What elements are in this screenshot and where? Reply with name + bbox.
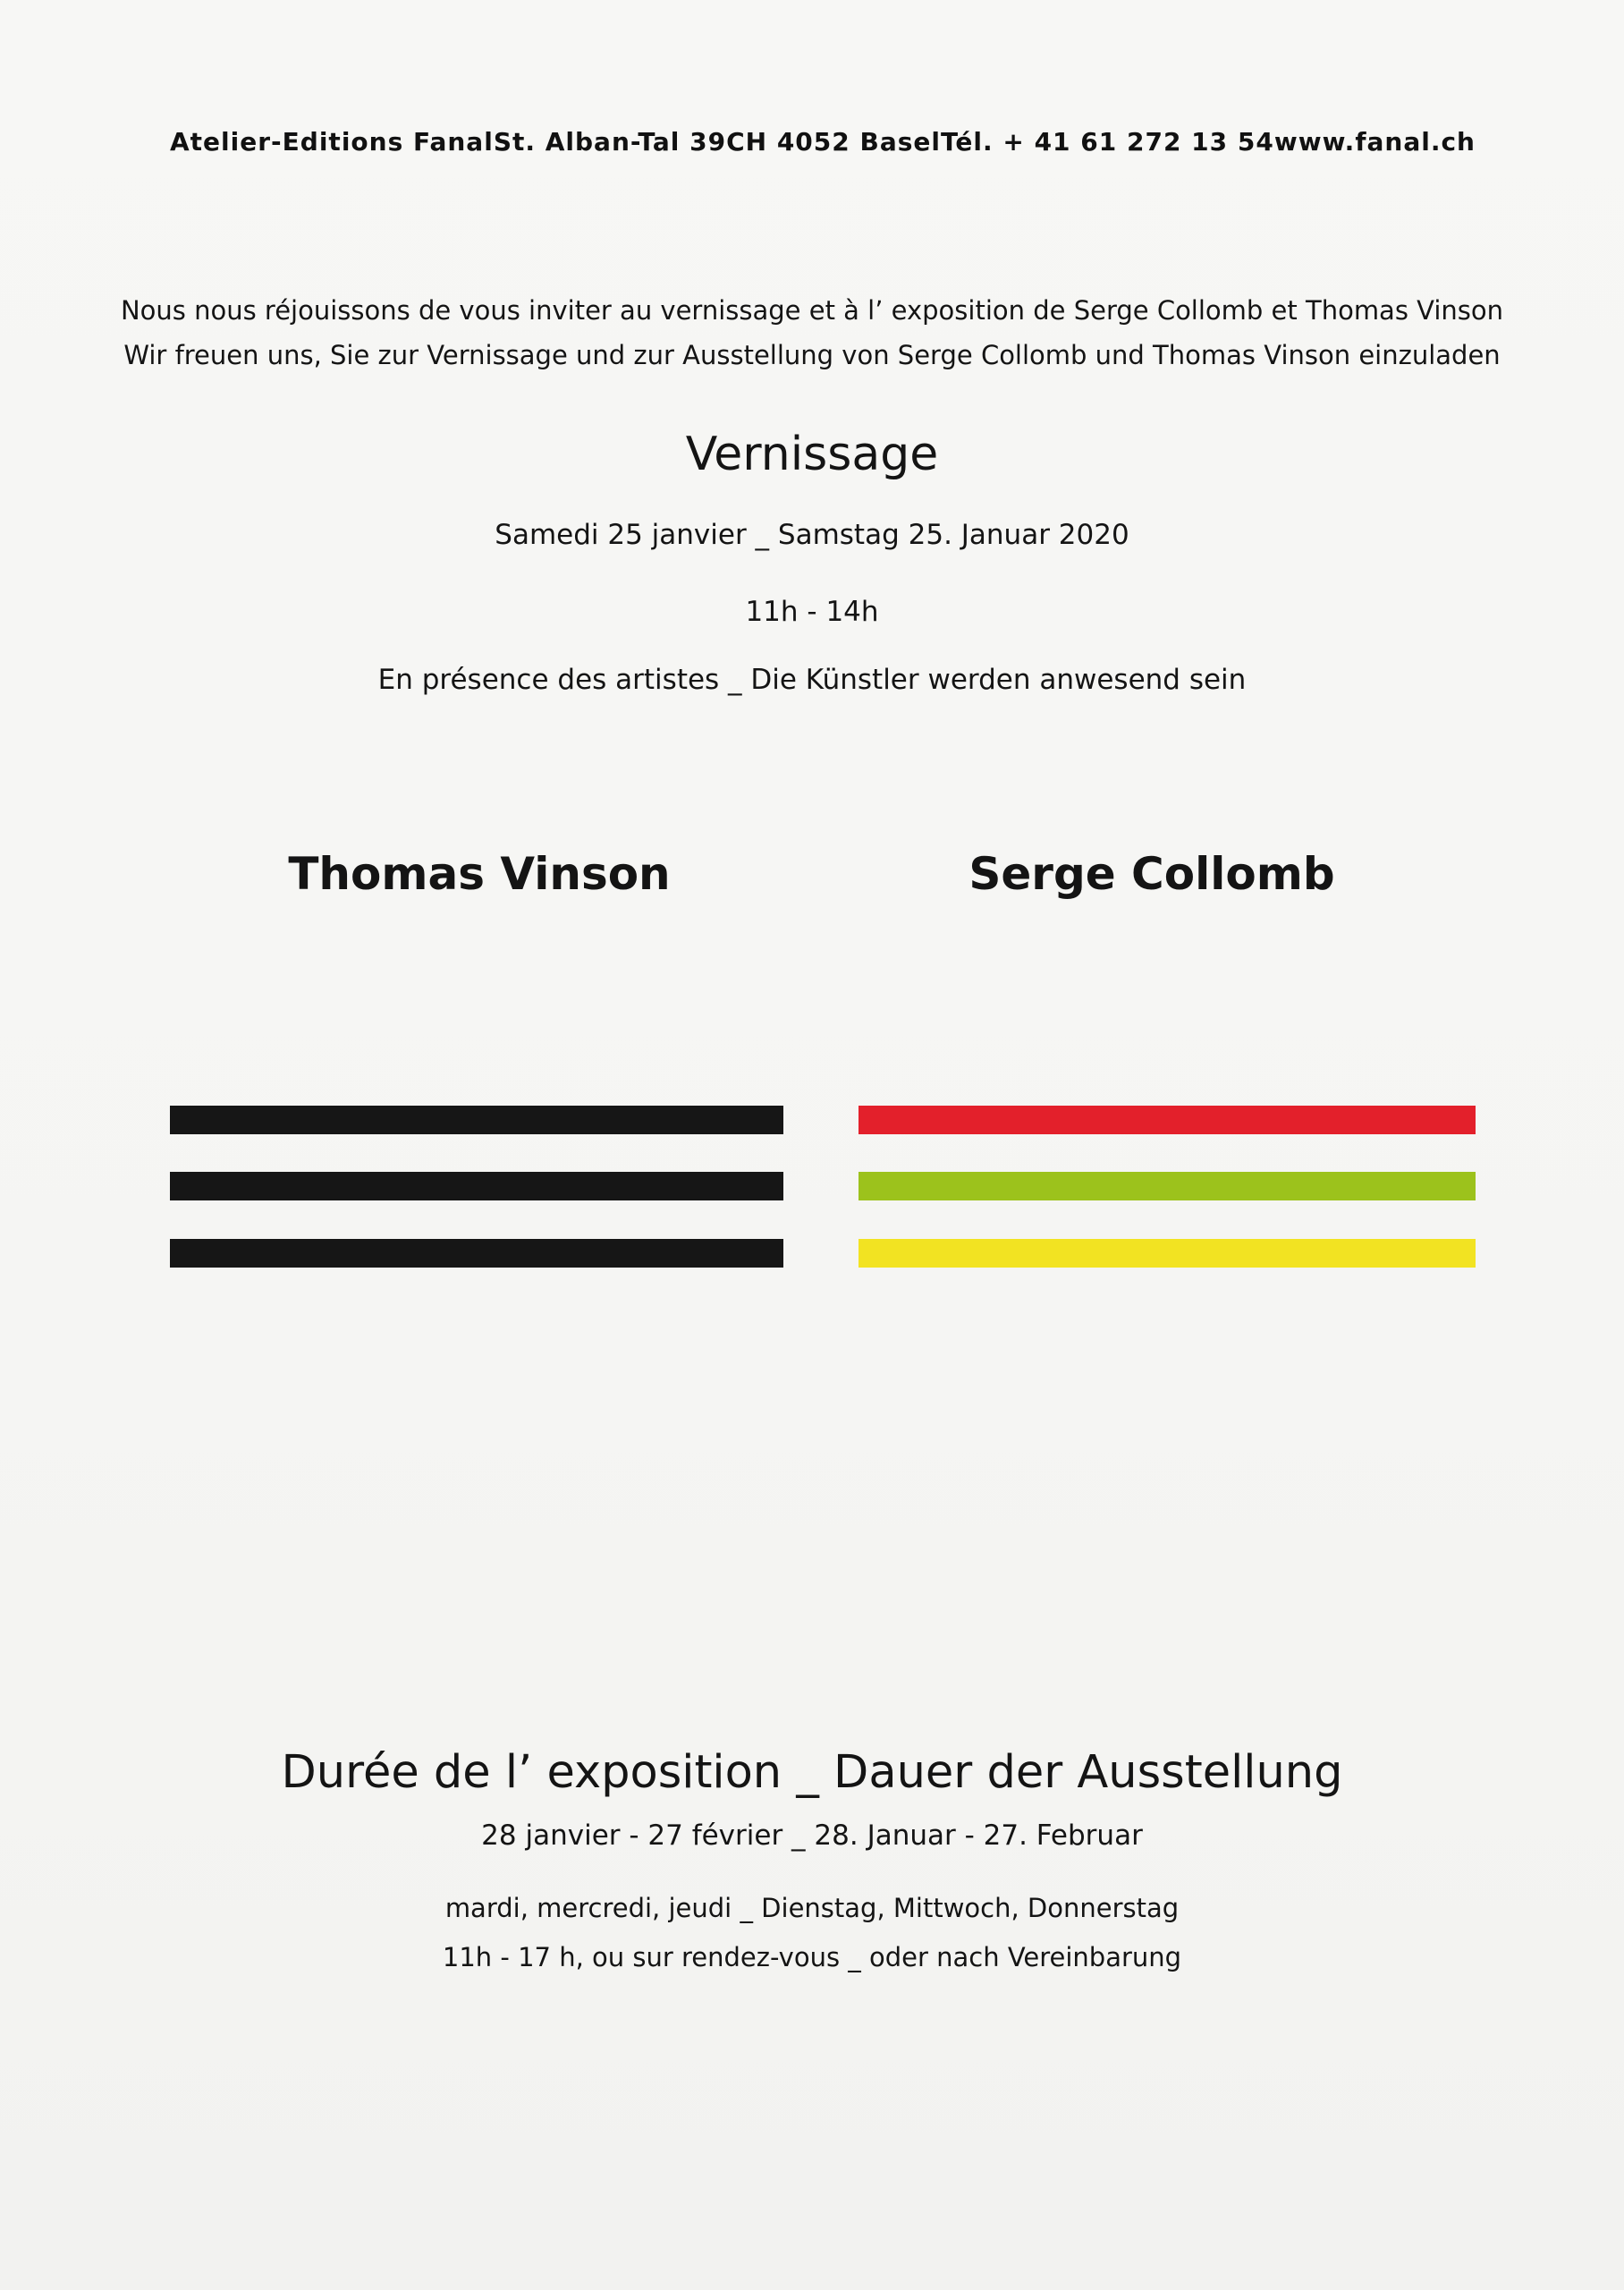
artist-name-thomas-vinson: Thomas Vinson [288, 848, 671, 900]
exhibition-hours: 11h - 17 h, ou sur rendez-vous _ oder nach Vereinbarung [442, 1942, 1182, 1972]
exhibition-dates: 28 janvier - 27 février _ 28. Januar - 27. Februar [481, 1819, 1143, 1852]
gallery-city: CH 4052 Basel [726, 127, 941, 157]
vernissage-presence: En présence des artistes _ Die Künstler werden anwesend sein [377, 664, 1247, 696]
gallery-street: St. Alban-Tal 39 [493, 127, 727, 157]
stripe-left-2 [170, 1172, 783, 1200]
gallery-phone: Tél. + 41 61 272 13 54 [941, 127, 1274, 157]
invitation-text-de: Wir freuen uns, Sie zur Vernissage und zur Ausstellung von Serge Collomb und Thomas Vinson einzuladen [123, 340, 1501, 370]
exhibition-title: Durée de l’ exposition _ Dauer der Ausstellung [281, 1746, 1343, 1799]
vernissage-title: Vernissage [685, 428, 939, 481]
gallery-name: Atelier-Editions Fanal [170, 127, 494, 157]
invitation-text-fr: Nous nous réjouissons de vous inviter au vernissage et à l’ exposition de Serge Collomb et Thomas Vinson [120, 295, 1504, 326]
vernissage-time: 11h - 14h [745, 596, 879, 628]
artist-name-serge-collomb: Serge Collomb [968, 848, 1335, 900]
exhibition-days: mardi, mercredi, jeudi _ Dienstag, Mittwoch, Donnerstag [444, 1893, 1180, 1923]
vernissage-date: Samedi 25 janvier _ Samstag 25. Januar 2020 [495, 519, 1129, 551]
stripe-right-yellow [859, 1239, 1476, 1268]
stripe-left-1 [170, 1106, 783, 1134]
gallery-website: www.fanal.ch [1273, 127, 1476, 157]
stripe-right-red [859, 1106, 1476, 1134]
stripe-left-3 [170, 1239, 783, 1268]
stripe-right-green [859, 1172, 1476, 1200]
gallery-header [170, 127, 1476, 157]
